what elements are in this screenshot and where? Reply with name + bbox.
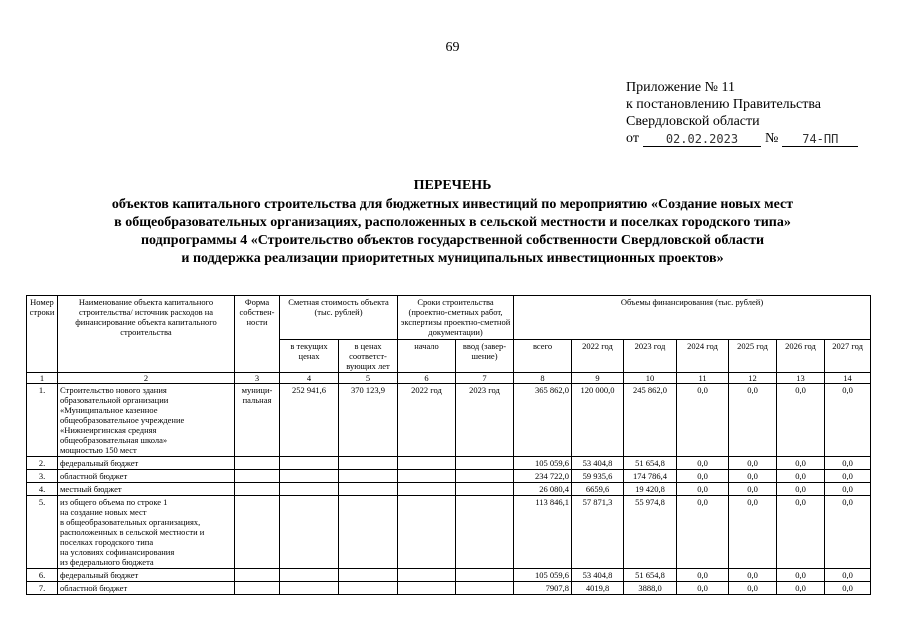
header-finish: ввод (завер-шение) [456,340,514,373]
header-2026: 2026 год [777,340,825,373]
appendix-line-2: к постановлению Правительства [626,97,822,112]
object-name-cell: федеральный бюджет [58,457,235,470]
object-name-cell: из общего объема по строке 1 на создание новых мест в общеобразовательных организациях, расположенных в сельской местности и поселках городского типа на условиях софинансирования из федерального бюджета [58,496,235,569]
cost-current-cell [280,483,339,496]
object-name-cell: местный бюджет [58,483,235,496]
year-2026-cell: 0,0 [777,496,825,569]
financing-table [26,295,871,595]
title-line-1: объектов капитального строительства для бюджетных инвестиций по мероприятию «Создание новых мест [111,197,794,212]
ownership-cell [235,569,280,582]
column-number: 11 [677,373,729,384]
year-2023-cell: 3888,0 [624,582,677,595]
column-number: 5 [339,373,398,384]
year-2022-cell: 120 000,0 [572,384,624,457]
year-2025-cell: 0,0 [729,483,777,496]
year-2027-cell: 0,0 [825,470,871,483]
total-cell: 26 080,4 [514,483,572,496]
start-cell: 2022 год [398,384,456,457]
title-heading: ПЕРЕЧЕНЬ [413,178,492,193]
year-2022-cell: 57 871,3 [572,496,624,569]
year-2024-cell: 0,0 [677,496,729,569]
total-cell: 365 862,0 [514,384,572,457]
year-2026-cell: 0,0 [777,483,825,496]
cost-adjusted-cell [339,483,398,496]
year-2024-cell: 0,0 [677,384,729,457]
year-2022-cell: 53 404,8 [572,457,624,470]
ownership-cell: муници- пальная [235,384,280,457]
start-cell [398,569,456,582]
year-2025-cell: 0,0 [729,384,777,457]
cost-adjusted-cell [339,470,398,483]
cost-adjusted-cell [339,582,398,595]
cost-adjusted-cell [339,496,398,569]
from-label: от [626,131,639,146]
appendix-line-1: Приложение № 11 [626,80,735,95]
year-2024-cell: 0,0 [677,483,729,496]
title-line-4: и поддержка реализации приоритетных муниципальных инвестиционных проектов» [181,251,724,266]
total-cell: 105 059,6 [514,569,572,582]
column-number: 4 [280,373,339,384]
document-title [0,177,905,268]
year-2026-cell: 0,0 [777,384,825,457]
year-2027-cell: 0,0 [825,384,871,457]
year-2023-cell: 51 654,8 [624,457,677,470]
cost-current-cell [280,582,339,595]
year-2026-cell: 0,0 [777,582,825,595]
start-cell [398,582,456,595]
header-2022: 2022 год [572,340,624,373]
header-construction-terms: Сроки строительства (проектно-сметных работ, экспертизы проектно-сметной документации) [398,296,514,340]
year-2026-cell: 0,0 [777,470,825,483]
year-2025-cell: 0,0 [729,569,777,582]
row-number-cell: 4. [27,483,58,496]
title-line-3: подпрограммы 4 «Строительство объектов государственной собственности Свердловской области [140,233,765,248]
table-row [27,470,871,483]
header-2024: 2024 год [677,340,729,373]
column-number: 13 [777,373,825,384]
year-2023-cell: 174 786,4 [624,470,677,483]
column-number: 9 [572,373,624,384]
finish-cell [456,483,514,496]
column-number-row [27,373,871,384]
cost-adjusted-cell [339,457,398,470]
header-row-number: Номер строки [27,296,58,373]
header-start: начало [398,340,456,373]
header-2025: 2025 год [729,340,777,373]
column-number: 12 [729,373,777,384]
ownership-cell [235,582,280,595]
year-2023-cell: 19 420,8 [624,483,677,496]
cost-current-cell [280,470,339,483]
column-number: 1 [27,373,58,384]
table-row [27,582,871,595]
ownership-cell [235,496,280,569]
year-2024-cell: 0,0 [677,569,729,582]
row-number-cell: 3. [27,470,58,483]
table-row [27,496,871,569]
total-cell: 234 722,0 [514,470,572,483]
row-number-cell: 2. [27,457,58,470]
cost-adjusted-cell: 370 123,9 [339,384,398,457]
page-number: 69 [445,40,460,55]
year-2025-cell: 0,0 [729,470,777,483]
resolution-date: 02.02.2023 [643,132,761,147]
column-number: 7 [456,373,514,384]
table-row [27,483,871,496]
header-2023: 2023 год [624,340,677,373]
column-number: 8 [514,373,572,384]
header-financing-volume: Объемы финансирования (тыс. рублей) [514,296,871,340]
row-number-cell: 5. [27,496,58,569]
ownership-cell [235,470,280,483]
start-cell [398,496,456,569]
object-name-cell: областной бюджет [58,582,235,595]
start-cell [398,457,456,470]
start-cell [398,483,456,496]
ownership-cell [235,483,280,496]
finish-cell [456,470,514,483]
year-2023-cell: 51 654,8 [624,569,677,582]
resolution-number: 74-ПП [782,132,858,147]
year-2026-cell: 0,0 [777,569,825,582]
column-number: 3 [235,373,280,384]
year-2022-cell: 6659,6 [572,483,624,496]
cost-current-cell [280,496,339,569]
number-label: № [764,131,779,146]
start-cell [398,470,456,483]
appendix-line-3: Свердловской области [626,114,760,129]
total-cell: 113 846,1 [514,496,572,569]
finish-cell [456,582,514,595]
row-number-cell: 6. [27,569,58,582]
year-2027-cell: 0,0 [825,483,871,496]
header-ownership: Форма собствен-ности [235,296,280,373]
finish-cell [456,457,514,470]
year-2023-cell: 55 974,8 [624,496,677,569]
appendix-header [626,79,858,147]
year-2027-cell: 0,0 [825,582,871,595]
year-2022-cell: 59 935,6 [572,470,624,483]
year-2022-cell: 53 404,8 [572,569,624,582]
header-cost-current: в текущих ценах [280,340,339,373]
year-2027-cell: 0,0 [825,496,871,569]
year-2024-cell: 0,0 [677,582,729,595]
appendix-signature-line [626,130,858,147]
year-2027-cell: 0,0 [825,457,871,470]
year-2026-cell: 0,0 [777,457,825,470]
cost-current-cell [280,569,339,582]
object-name-cell: Строительство нового здания образовательной организации «Муниципальное казенное общеобразовательное учреждение «Нижнеиргинская средняя общеобразовательная школа» мощностью 150 мест [58,384,235,457]
year-2025-cell: 0,0 [729,582,777,595]
table-row [27,384,871,457]
row-number-cell: 1. [27,384,58,457]
year-2025-cell: 0,0 [729,457,777,470]
total-cell: 105 059,6 [514,457,572,470]
year-2025-cell: 0,0 [729,496,777,569]
column-number: 6 [398,373,456,384]
object-name-cell: областной бюджет [58,470,235,483]
year-2023-cell: 245 862,0 [624,384,677,457]
cost-current-cell: 252 941,6 [280,384,339,457]
total-cell: 7907,8 [514,582,572,595]
header-total: всего [514,340,572,373]
finish-cell [456,496,514,569]
object-name-cell: федеральный бюджет [58,569,235,582]
table-row [27,457,871,470]
finish-cell: 2023 год [456,384,514,457]
column-number: 10 [624,373,677,384]
year-2024-cell: 0,0 [677,457,729,470]
finish-cell [456,569,514,582]
year-2027-cell: 0,0 [825,569,871,582]
cost-current-cell [280,457,339,470]
column-number: 14 [825,373,871,384]
header-2027: 2027 год [825,340,871,373]
header-cost-adjusted: в ценах соответст-вующих лет [339,340,398,373]
ownership-cell [235,457,280,470]
row-number-cell: 7. [27,582,58,595]
title-line-2: в общеобразовательных организациях, расположенных в сельской местности и поселках городского типа» [114,215,791,230]
table-row [27,569,871,582]
header-estimated-cost: Сметная стоимость объекта (тыс. рублей) [280,296,398,340]
year-2024-cell: 0,0 [677,470,729,483]
column-number: 2 [58,373,235,384]
year-2022-cell: 4019,8 [572,582,624,595]
header-object-name: Наименование объекта капитального строительства/ источник расходов на финансирование объекта капитального строительства [58,296,235,373]
cost-adjusted-cell [339,569,398,582]
